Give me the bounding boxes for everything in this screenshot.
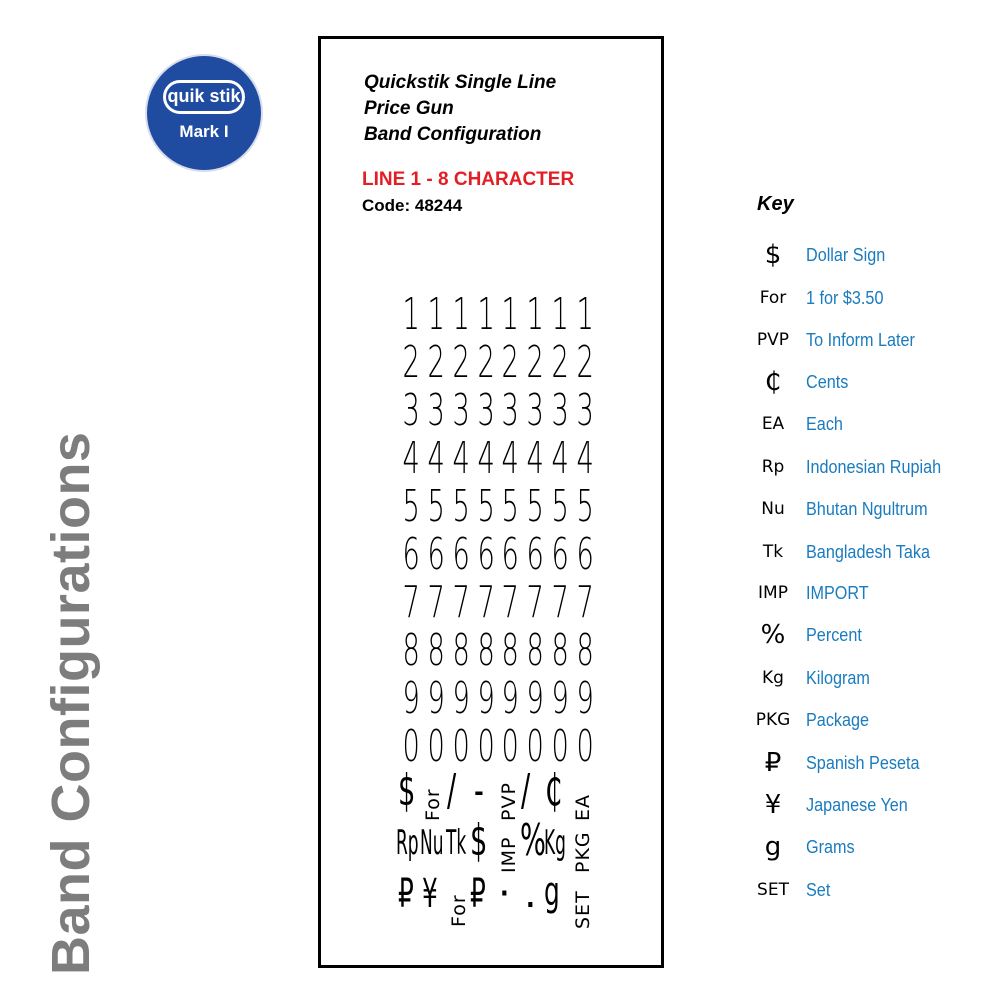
band-character: 8: [576, 625, 594, 676]
band-character: 8: [501, 625, 520, 676]
band-symbol-pkg: PKG: [572, 831, 594, 873]
band-character: 7: [576, 577, 594, 628]
band-character: 5: [427, 481, 445, 532]
band-digit-grid: [398, 291, 596, 771]
key-row: [752, 240, 992, 270]
key-description: 1 for $3.50: [806, 288, 884, 308]
side-title: Band Configurations: [41, 431, 101, 975]
band-symbol-slash: /: [447, 765, 457, 816]
for-icon: For: [759, 288, 787, 308]
band-character: 9: [452, 673, 470, 724]
key-description: Cents: [806, 372, 849, 392]
key-description: Set: [806, 880, 831, 900]
panel-title: [364, 70, 556, 148]
band-character: 1: [477, 289, 495, 340]
dollar-sign-icon: $: [764, 240, 782, 270]
key-description: To Inform Later: [806, 330, 915, 350]
band-row: [398, 291, 596, 339]
percent-icon: %: [760, 620, 786, 650]
key-description: Each: [806, 414, 843, 434]
band-row: [398, 579, 596, 627]
quikstik-logo: [147, 56, 261, 170]
band-symbol-peseta: ₽: [398, 871, 414, 917]
band-symbol-grid: [396, 765, 596, 931]
key-description: Bangladesh Taka: [806, 542, 931, 562]
key-row: [752, 325, 992, 355]
key-row: [752, 494, 992, 524]
package-icon: PKG: [755, 710, 791, 730]
band-symbol-for: For: [422, 788, 444, 821]
band-character: 5: [452, 481, 470, 532]
band-character: 6: [576, 529, 594, 580]
band-character: 0: [452, 721, 470, 772]
band-character: 6: [477, 529, 495, 580]
band-character: 7: [427, 577, 445, 628]
line-spec: LINE 1 - 8 CHARACTER: [362, 169, 575, 190]
band-character: 8: [427, 625, 445, 676]
band-row: [398, 723, 596, 771]
band-symbol-kg: Kg: [544, 823, 566, 863]
band-character: 1: [402, 289, 420, 340]
band-row: [398, 675, 596, 723]
logo-top-text: quik stik: [163, 80, 245, 114]
band-symbol-peseta-2: ₽: [470, 871, 486, 917]
band-symbol-rupiah: Rp: [396, 823, 419, 863]
band-character: 5: [402, 481, 420, 532]
band-symbol-taka: Tk: [446, 823, 467, 863]
band-character: 8: [477, 625, 495, 676]
key-description: Kilogram: [806, 668, 870, 688]
band-character: 6: [501, 529, 520, 580]
band-character: 7: [402, 577, 420, 628]
band-character: 7: [477, 577, 495, 628]
band-character: 7: [452, 577, 470, 628]
key-row: [752, 578, 992, 608]
band-symbol-dot-2: .: [524, 871, 537, 917]
band-character: 7: [551, 577, 569, 628]
band-symbol-for-2: For: [448, 894, 470, 927]
band-character: 6: [402, 529, 420, 580]
band-symbol-dollar-2: $: [470, 815, 488, 866]
key-row: [752, 283, 992, 313]
band-symbol-imp: IMP: [498, 836, 520, 873]
band-character: 4: [452, 433, 470, 484]
band-character: 8: [402, 625, 420, 676]
band-character: 1: [526, 289, 545, 340]
band-code: Code: 48244: [362, 196, 463, 215]
key-row: [752, 452, 992, 482]
band-character: 1: [452, 289, 470, 340]
band-symbol-gram: g: [544, 869, 560, 915]
band-row: [398, 531, 596, 579]
band-symbol-dash: -: [474, 765, 484, 816]
band-character: 0: [526, 721, 545, 772]
band-character: 9: [501, 673, 520, 724]
band-symbol-pvp: PVP: [498, 782, 520, 821]
kilogram-icon: Kg: [762, 668, 784, 688]
band-character: 0: [576, 721, 594, 772]
band-character: 8: [452, 625, 470, 676]
key-description: Grams: [806, 837, 855, 857]
band-character: 0: [551, 721, 569, 772]
band-character: 2: [551, 337, 569, 388]
band-character: 4: [477, 433, 495, 484]
band-configuration-panel: [318, 36, 664, 968]
band-row: [398, 483, 596, 531]
key-row: [752, 705, 992, 735]
key-description: Spanish Peseta: [806, 753, 920, 773]
band-row: [398, 387, 596, 435]
panel-title-line: Quickstik Single Line: [364, 72, 557, 93]
band-character: 1: [551, 289, 569, 340]
key-row: [752, 875, 992, 905]
band-character: 6: [526, 529, 545, 580]
band-character: 4: [576, 433, 594, 484]
key-row: [752, 537, 992, 567]
band-character: 1: [427, 289, 445, 340]
band-character: 2: [402, 337, 420, 388]
band-character: 7: [501, 577, 520, 628]
key-description: Bhutan Ngultrum: [806, 499, 928, 519]
band-character: 5: [551, 481, 569, 532]
band-symbol-dot: ·: [498, 871, 511, 917]
key-description: Dollar Sign: [806, 245, 886, 265]
key-row: [752, 367, 992, 397]
band-character: 4: [402, 433, 420, 484]
band-character: 6: [452, 529, 470, 580]
band-character: 2: [526, 337, 545, 388]
set-icon: SET: [757, 880, 789, 900]
band-character: 1: [576, 289, 594, 340]
band-character: 6: [427, 529, 445, 580]
band-character: 9: [526, 673, 545, 724]
panel-title-line: Band Configuration: [364, 124, 542, 145]
band-row: [398, 339, 596, 387]
band-character: 4: [526, 433, 545, 484]
band-character: 3: [427, 385, 445, 436]
band-character: 4: [551, 433, 569, 484]
band-character: 8: [551, 625, 569, 676]
band-character: 0: [402, 721, 420, 772]
band-character: 3: [477, 385, 495, 436]
key-title: Key: [757, 193, 794, 215]
key-description: Percent: [806, 625, 862, 645]
band-character: 2: [501, 337, 520, 388]
band-character: 0: [477, 721, 495, 772]
cents-icon: ₵: [764, 367, 782, 397]
band-character: 6: [551, 529, 569, 580]
band-character: 2: [576, 337, 594, 388]
logo-bottom-text: Mark I: [179, 122, 229, 141]
band-symbol-yen: ¥: [422, 871, 438, 917]
band-character: 5: [501, 481, 520, 532]
band-character: 9: [576, 673, 594, 724]
pvp-icon: PVP: [756, 330, 790, 350]
grams-icon: g: [764, 832, 782, 862]
key-description: Japanese Yen: [806, 795, 908, 815]
import-icon: IMP: [758, 583, 788, 603]
band-symbol-ngultrum: Nu: [420, 823, 444, 863]
key-row: [752, 748, 992, 778]
key-row: [752, 620, 992, 650]
band-character: 4: [427, 433, 445, 484]
each-icon: EA: [761, 414, 785, 434]
band-character: 4: [501, 433, 520, 484]
band-character: 9: [402, 673, 420, 724]
ngultrum-icon: Nu: [761, 499, 785, 519]
taka-icon: Tk: [762, 542, 784, 562]
band-symbol-ea: EA: [572, 793, 594, 821]
band-character: 8: [526, 625, 545, 676]
peseta-icon: ₽: [764, 748, 782, 778]
band-character: 2: [427, 337, 445, 388]
key-description: IMPORT: [806, 583, 869, 603]
band-character: 2: [452, 337, 470, 388]
key-description: Package: [806, 710, 870, 730]
key-row: [752, 663, 992, 693]
band-character: 5: [477, 481, 495, 532]
band-symbol-slash-2: /: [521, 765, 531, 816]
band-symbol-percent: %: [520, 815, 546, 866]
band-character: 3: [576, 385, 594, 436]
rupiah-icon: Rp: [761, 457, 785, 477]
band-symbol-cent: ₵: [545, 765, 563, 816]
band-row: [398, 627, 596, 675]
band-character: 3: [402, 385, 420, 436]
band-character: 3: [452, 385, 470, 436]
band-character: 9: [427, 673, 445, 724]
band-row: [398, 435, 596, 483]
band-character: 5: [526, 481, 545, 532]
key-row: [752, 409, 992, 439]
band-character: 9: [477, 673, 495, 724]
panel-title-line: Price Gun: [364, 98, 454, 119]
band-character: 5: [576, 481, 594, 532]
band-character: 0: [501, 721, 520, 772]
band-character: 2: [477, 337, 495, 388]
band-character: 7: [526, 577, 545, 628]
band-character: 3: [501, 385, 520, 436]
band-character: 3: [526, 385, 545, 436]
band-symbol-dollar: $: [398, 765, 416, 816]
yen-icon: ¥: [764, 790, 782, 820]
key-row: [752, 832, 992, 862]
band-symbol-set: SET: [572, 890, 594, 929]
band-character: 0: [427, 721, 445, 772]
key-description: Indonesian Rupiah: [806, 457, 942, 477]
band-character: 1: [501, 289, 520, 340]
band-character: 9: [551, 673, 569, 724]
key-row: [752, 790, 992, 820]
band-character: 3: [551, 385, 569, 436]
